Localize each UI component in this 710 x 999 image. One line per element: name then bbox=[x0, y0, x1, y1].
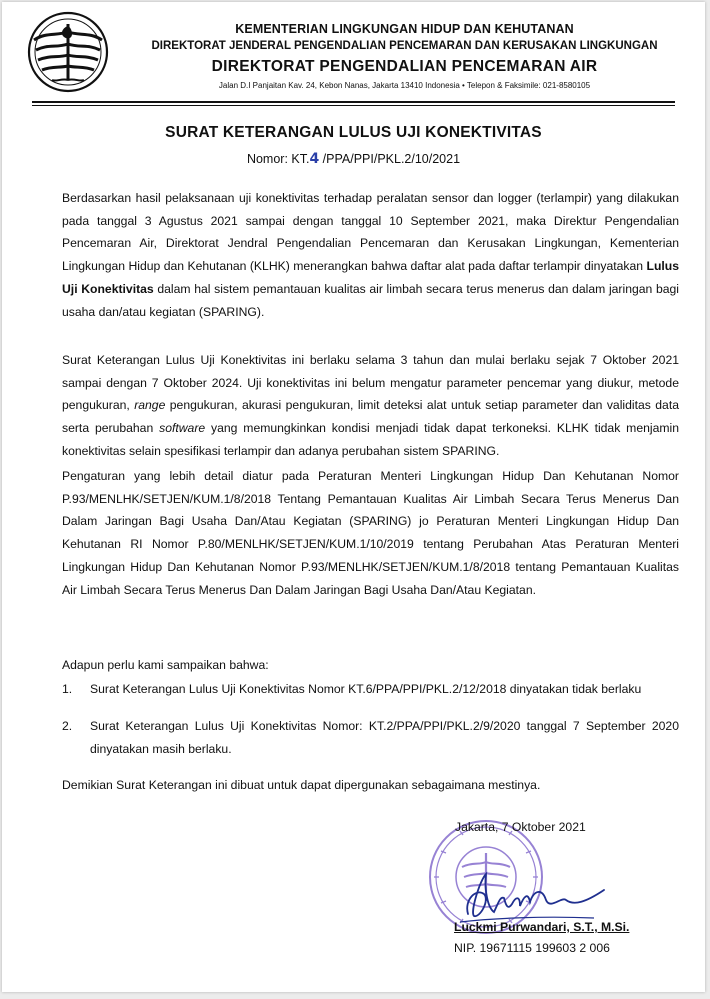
list-item-text: Surat Keterangan Lulus Uji Konektivitas Nomor: KT.2/PPA/PPI/PKL.2/9/2020 tanggal 7 September 2020 dinyatakan masih berlaku. bbox=[90, 719, 679, 756]
header-address: Jalan D.I Panjaitan Kav. 24, Kebon Nanas, Jakarta 13410 Indonesia • Telepon & Faksimile: 021-8580105 bbox=[218, 81, 591, 90]
paragraph-2-part3: yang memungkinkan kondisi menjadi tidak dapat terkoneksi. KLHK tidak menjamin konektivitas selain spesifikasi terlampir dan adanya perubahan sistem SPARING. bbox=[62, 421, 679, 458]
list-item-number: 1. bbox=[62, 682, 73, 696]
list-item-text: Surat Keterangan Lulus Uji Konektivitas Nomor KT.6/PPA/PPI/PKL.2/12/2018 dinyatakan tidak berlaku bbox=[90, 682, 642, 696]
paragraph-3: Pengaturan yang lebih detail diatur pada Peraturan Menteri Lingkungan Hidup Dan Kehutanan Nomor P.93/MENLHK/SETJEN/KUM.1/8/2018 Tentang Pemantauan Kualitas Air Limbah Secara Terus Menerus Dan Dalam Jaringan Bagi Usaha Dan/Atau Kegiatan (SPARING) jo Peraturan Menteri Lingkungan Hidup Dan Kehutanan RI Nomor P.80/MENLHK/SETJEN/KUM.1/10/2019 tentang Perubahan Atas Peraturan Menteri Lingkungan Hidup Dan Kehutanan Nomor P.93/MENLHK/SETJEN/KUM.1/8/2018 tentang Pemantauan Kualitas Air Limbah Secara Terus Menerus Dan Dalam Jaringan Bagi Usaha Dan/Atau Kegiatan. bbox=[62, 469, 679, 597]
signer-nip: NIP. 19671115 199603 2 006 bbox=[454, 941, 610, 955]
paragraph-1 bbox=[62, 187, 679, 323]
paragraph-2-part1: Surat Keterangan Lulus Uji Konektivitas ini berlaku selama 3 tahun dan mulai berlaku sejak 7 Oktober 2021 sampai dengan 7 Oktober 2024. Uji konektivitas ini belum mengatur parameter pencemar yang diukur, metode pengukuran, bbox=[62, 353, 679, 413]
paragraph-1-bold: Lulus Uji Konektivitas bbox=[62, 259, 679, 296]
ministry-emblem-icon bbox=[26, 10, 110, 94]
paragraph-2 bbox=[62, 349, 679, 463]
paragraph-2-part2: pengukuran, akurasi pengukuran, limit deteksi alat untuk setiap parameter dan validitas data serta perubahan bbox=[62, 398, 680, 436]
document-title: SURAT KETERANGAN LULUS UJI KONEKTIVITAS bbox=[165, 124, 542, 141]
paragraph-2-italic-software: software bbox=[159, 421, 206, 436]
list-item bbox=[62, 715, 679, 760]
header-rule-thin bbox=[32, 105, 675, 106]
number-handwritten: 4 bbox=[309, 151, 320, 167]
list-item bbox=[62, 678, 679, 701]
letter-page bbox=[2, 2, 705, 992]
header-rule-thick bbox=[32, 101, 675, 103]
signer-name: Luckmi Purwandari, S.T., M.Si. bbox=[454, 920, 630, 934]
number-suffix: /PPA/PPI/PKL.2/10/2021 bbox=[319, 152, 461, 166]
header-directorate: DIREKTORAT PENGENDALIAN PENCEMARAN AIR bbox=[211, 58, 598, 75]
document-number bbox=[2, 151, 705, 167]
list-item-number: 2. bbox=[62, 719, 73, 733]
paragraph-1-before: Berdasarkan hasil pelaksanaan uji konektivitas terhadap peralatan sensor dan logger (terlampir) yang dilakukan pada tanggal 3 Agustus 2021 sampai dengan tanggal 10 September 2021, maka Direktur Pengendalian Pencemaran Air, Direktorat Jendral Pengendalian Pencemaran dan Kerusakan Lingkungan, Kementerian Lingkungan Hidup dan Kehutanan (KLHK) menerangkan bahwa daftar alat pada daftar terlampir dinyatakan bbox=[62, 191, 679, 274]
header-directorate-general: DIREKTORAT JENDERAL PENGENDALIAN PENCEMARAN DAN KERUSAKAN LINGKUNGAN bbox=[151, 40, 658, 52]
place-and-date: Jakarta, 7 Oktober 2021 bbox=[455, 820, 586, 834]
number-prefix: Nomor: KT. bbox=[246, 152, 310, 166]
closing-statement: Demikian Surat Keterangan ini dibuat untuk dapat dipergunakan sebagaimana mestinya. bbox=[62, 778, 541, 792]
paragraph-1-after: dalam hal sistem pemantauan kualitas air limbah secara terus menerus dan dalam jaringan bagi usaha dan/atau kegiatan (SPARING). bbox=[62, 281, 679, 319]
header-ministry: KEMENTERIAN LINGKUNGAN HIDUP DAN KEHUTANAN bbox=[235, 22, 574, 36]
list-intro: Adapun perlu kami sampaikan bahwa: bbox=[62, 658, 269, 672]
paragraph-2-italic-range: range bbox=[134, 398, 166, 413]
